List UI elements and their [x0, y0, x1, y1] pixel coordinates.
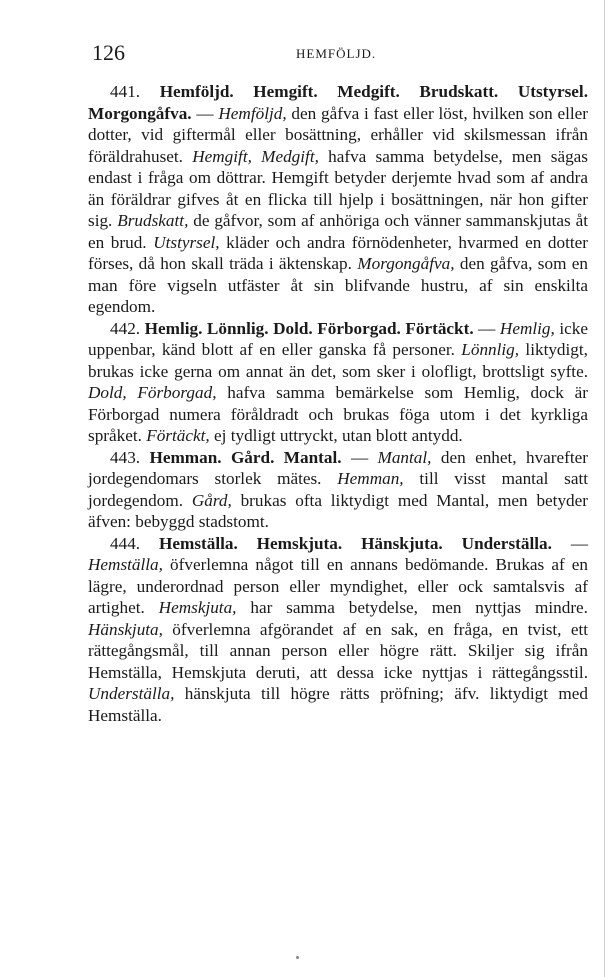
entry-text: 443.	[110, 447, 150, 467]
entry-text: —	[341, 447, 378, 467]
entry-text: 441.	[110, 82, 160, 101]
term-italic: Hänskjuta,	[88, 619, 163, 639]
entry-text: hafva samma bemärkelse som Hemlig, dock är Förborgad numera föråldradt och brukas föga utom i det kyrkliga språket.	[88, 383, 588, 445]
entry-text: —	[191, 103, 219, 123]
headword-group: Hemlig. Lönnlig. Dold. Förborgad. Förtäckt.	[144, 318, 474, 338]
page-number: 126	[92, 40, 125, 65]
entry-444	[88, 533, 588, 727]
entry-text: brukas ofta liktydigt med Mantal, men betyder äfven: bebyggd stadstomt.	[88, 490, 588, 531]
entry-443	[88, 447, 588, 533]
entry-text: ej tydligt uttryckt, utan blott antydd.	[209, 426, 463, 445]
term-italic: Hemställa,	[88, 555, 163, 574]
running-head: HEMFÖLJD.	[296, 46, 377, 61]
entry-text: 444.	[110, 533, 159, 553]
term-italic: Brudskatt,	[117, 211, 189, 230]
entry-text: hänskjuta till högre rätts pröfning; äfv. liktydigt med Hemställa.	[88, 684, 588, 725]
term-italic: Förtäckt,	[146, 426, 210, 445]
headword-group: Hemföljd. Hemgift. Medgift. Brudskatt. Utstyrsel. Morgongåfva.	[88, 82, 588, 123]
entry-text: den enhet, hvarefter jordegendomars storlek mätes.	[88, 447, 588, 488]
headword-group: Hemman. Gård. Mantal.	[149, 447, 342, 467]
entry-442	[88, 318, 588, 447]
term-italic: Gård,	[191, 490, 232, 510]
headword-group: Hemställa. Hemskjuta. Hänskjuta. Underställa.	[159, 533, 552, 553]
entry-text: icke uppenbar, känd blott af en eller ganska få personer.	[88, 318, 588, 359]
term-italic: Lönnlig,	[461, 340, 520, 359]
entry-text: kläder och andra förnödenheter, hvarmed en dotter förses, då hon skall träda i äktenskap.	[88, 232, 588, 273]
entry-text: —	[473, 318, 500, 338]
term-italic: Morgongåfva,	[357, 254, 455, 273]
bottom-speck	[296, 956, 299, 959]
term-italic: Hemgift, Medgift,	[192, 146, 319, 166]
term-italic: Mantal,	[377, 447, 432, 467]
term-italic: Hemman,	[337, 469, 404, 488]
entry-text: —	[551, 533, 588, 553]
entry-text: liktydigt, brukas icke gerna om annat än det, som sker i olofligt, brottsligt syfte.	[88, 340, 588, 381]
page-edge-line	[604, 0, 605, 977]
term-italic: Hemföljd,	[218, 103, 287, 123]
entry-text: hafva samma betydelse, men sägas endast i fråga om döttrar. Hemgift betyder derjemte hvad som af andra än föräldrar gifves åt en flicka till hjelp i bosättningen, när hon gifter sig.	[88, 146, 588, 230]
term-italic: Hemskjuta,	[158, 598, 237, 617]
term-italic: Underställa,	[88, 684, 175, 703]
entry-text: öfverlemna något till en annans bedömande. Brukas af en lägre, underordnad person eller myndighet, eller ock samtalsvis af artighet.	[88, 555, 588, 617]
page-header	[0, 40, 608, 70]
term-italic: Dold, Förborgad,	[88, 383, 217, 402]
entry-text: den gåfva, som en man före vigseln utfäster åt sin blifvande hustru, af sin enskilta egendom.	[88, 254, 588, 316]
term-italic: Hemlig,	[499, 318, 555, 338]
entry-text: till visst mantal satt jordegendom.	[88, 469, 588, 510]
entry-text: har samma betydelse, men nyttjas mindre.	[236, 598, 588, 617]
entry-text: öfverlemna afgörandet af en sak, en fråga, en tvist, ett rättegångsmål, till annan person eller högre rätt. Skiljer sig ifrån Hemställa, Hemskjuta deruti, att dessa icke nyttjas i rättegångsstil.	[88, 619, 588, 682]
term-italic: Utstyrsel,	[153, 232, 220, 252]
entry-text: de gåfvor, som af anhöriga och vänner sammanskjutas åt en brud.	[88, 211, 589, 252]
entry-441	[88, 81, 588, 318]
entry-text: 442.	[110, 318, 145, 338]
text-column	[88, 81, 588, 726]
entry-text: den gåfva i fast eller löst, hvilken son eller dotter, vid giftermål eller bosättning, erhåller vid skilsmessan ifrån föräldrahuset.	[88, 103, 588, 166]
